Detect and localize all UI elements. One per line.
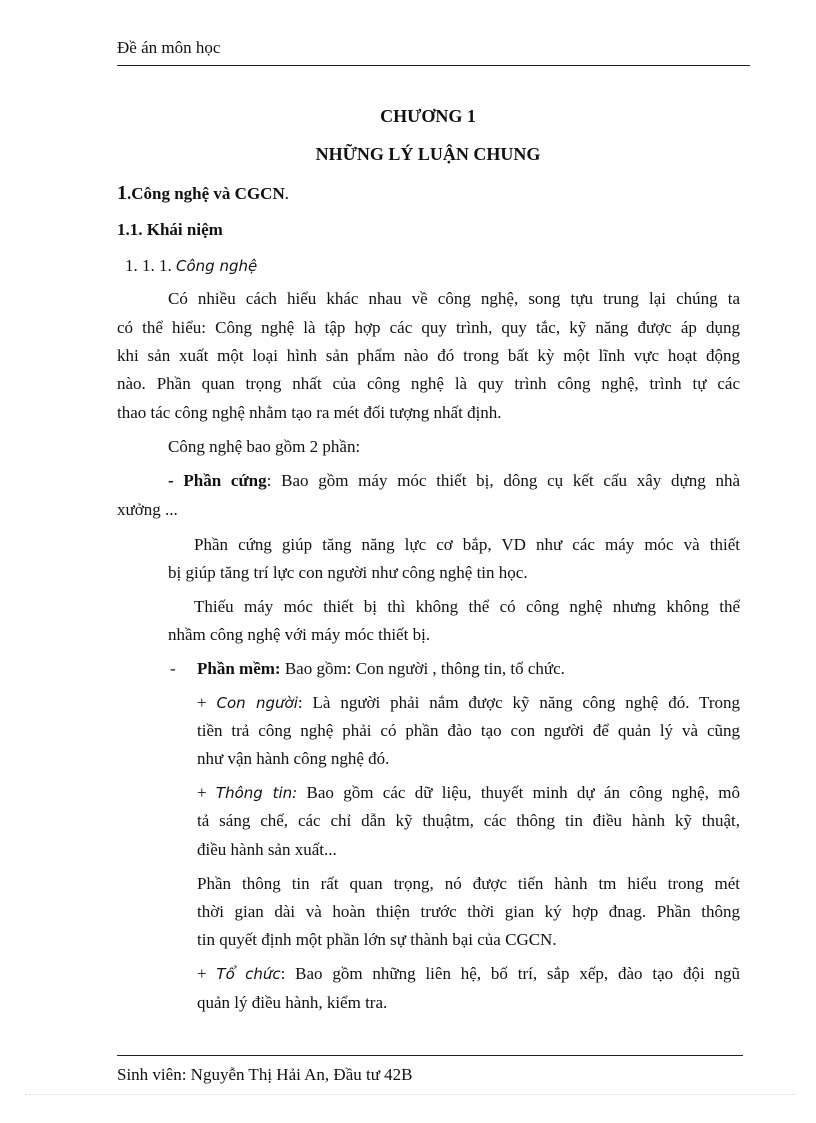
org-line-1: [197, 964, 740, 984]
page-bottom-edge: [25, 1094, 795, 1095]
footer-divider: [117, 1055, 743, 1056]
software-bullet: -: [170, 659, 176, 678]
section-1-number: 1: [117, 182, 127, 204]
people-line-2: tiền trả công nghệ phải có phần đào tạo con người để quản lý và cũng: [197, 721, 740, 740]
para3-line-2: bị giúp tăng trí lực con người như công nghệ tin học.: [168, 563, 528, 582]
software-line: [197, 659, 565, 679]
people-text: : Là người phải nắm được kỹ năng công nghệ đó. Trong: [297, 693, 740, 712]
section-1-1-1-title: Công nghệ: [176, 257, 258, 275]
hardware-line-1: [168, 471, 740, 491]
para1-line-4: nào. Phần quan trọng nhất của công nghệ là quy trình công nghệ, trình tự các: [117, 374, 740, 393]
org-text: : Bao gồm những liên hệ, bố trí, sắp xếp, đào tạo đội ngũ: [280, 964, 741, 983]
para3-line-1: Phần cứng giúp tăng năng lực cơ bắp, VD như các máy móc và thiết: [194, 535, 740, 554]
chapter-number: CHƯƠNG 1: [380, 106, 476, 126]
section-1-heading: [117, 182, 289, 205]
people-prefix: +: [197, 693, 217, 712]
hardware-text: : Bao gồm máy móc thiết bị, dông cụ kết cấu xây dựng nhà: [266, 471, 741, 490]
software-label: Phần mềm:: [197, 659, 281, 678]
software-text: Bao gồm: Con người , thông tin, tổ chức.: [280, 659, 565, 678]
section-1-period: .: [284, 184, 289, 203]
people-label: Con người: [216, 694, 298, 712]
section-1-title: .Công nghệ và CGCN: [127, 184, 285, 203]
para5-line-3: tin quyết định một phần lớn sự thành bại của CGCN.: [197, 930, 557, 949]
info-line-3: điều hành sản xuất...: [197, 840, 337, 859]
org-label: Tổ chức: [216, 965, 281, 983]
page-header: Đề án môn học: [117, 38, 221, 57]
page-footer: Sinh viên: Nguyễn Thị Hải An, Đầu tư 42B: [117, 1065, 413, 1084]
org-line-2: quản lý điều hành, kiểm tra.: [197, 993, 388, 1012]
para1-line-2: có thể hiểu: Công nghệ là tập hợp các quy trình, quy tắc, kỹ năng được áp dụng: [117, 318, 740, 337]
para1-line-1: Có nhiều cách hiểu khác nhau về công nghệ, song tựu trung lại chúng ta: [168, 289, 740, 308]
hardware-line-2: xưởng ...: [117, 500, 178, 519]
header-divider: [117, 65, 750, 66]
para5-line-2: thời gian dài và hoàn thiện trước thời gian ký hợp đnag. Phần thông: [197, 902, 740, 921]
info-line-1: [197, 783, 740, 803]
info-prefix: +: [197, 783, 216, 802]
para5-line-1: Phần thông tin rất quan trọng, nó được tiến hành tm hiểu trong mét: [197, 874, 740, 893]
info-label: Thông tin:: [215, 784, 298, 802]
hardware-label: - Phần cứng: [168, 471, 267, 490]
org-prefix: +: [197, 964, 217, 983]
chapter-title: NHỮNG LÝ LUẬN CHUNG: [315, 144, 541, 164]
para1-line-3: khi sản xuất một loại hình sản phẩm nào đó trong bất kỳ một lĩnh vực hoạt động: [117, 346, 740, 365]
info-text: Bao gồm các dữ liệu, thuyết minh dự án công nghệ, mô: [297, 783, 740, 802]
para2: Công nghệ bao gồm 2 phần:: [168, 437, 361, 456]
section-1-1-1-heading: [125, 256, 257, 276]
para1-line-5: thao tác công nghệ nhằm tạo ra mét đối tượng nhất định.: [117, 403, 502, 422]
para4-line-2: nhầm công nghệ với máy móc thiết bị.: [168, 625, 431, 644]
info-line-2: tả sáng chế, các chỉ dẫn kỹ thuậtm, các thông tin điều hành kỹ thuật,: [197, 811, 740, 830]
section-1-1-heading: 1.1. Khái niệm: [117, 220, 223, 239]
people-line-1: [197, 693, 740, 713]
people-line-3: như vận hành công nghệ đó.: [197, 749, 390, 768]
section-1-1-1-number: 1. 1. 1.: [125, 256, 176, 275]
para4-line-1: Thiếu máy móc thiết bị thì không thể có công nghệ nhưng không thể: [194, 597, 740, 616]
